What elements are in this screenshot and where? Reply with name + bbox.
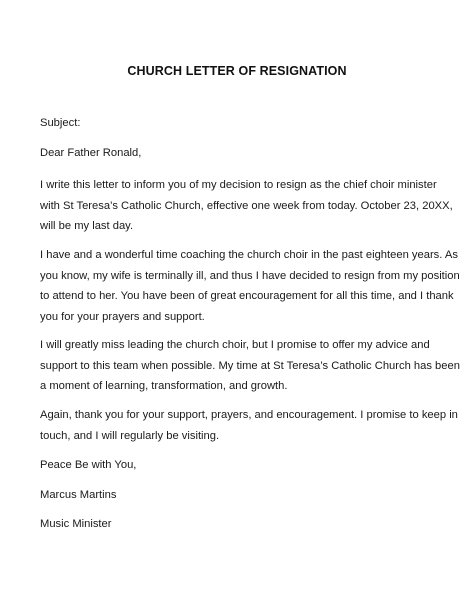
paragraph-line: a moment of learning, transformation, and growth. bbox=[40, 380, 288, 392]
paragraph-line: I write this letter to inform you of my decision to resign as the chief choir minister bbox=[40, 179, 437, 191]
subject-line: Subject: bbox=[40, 117, 81, 129]
paragraph-4 bbox=[40, 405, 460, 446]
paragraph-line: you know, my wife is terminally ill, and thus I have decided to resign from my position bbox=[40, 269, 460, 282]
paragraph-3 bbox=[40, 335, 460, 397]
paragraph-line: with St Teresa’s Catholic Church, effective one week from today. October 23, 20XX, bbox=[40, 199, 453, 212]
signature-name: Marcus Martins bbox=[40, 489, 117, 501]
paragraph-line: I will greatly miss leading the church choir, but I promise to offer my advice and bbox=[40, 339, 430, 351]
paragraph-line: Again, thank you for your support, prayers, and encouragement. I promise to keep in bbox=[40, 409, 458, 421]
paragraph-line: I have and a wonderful time coaching the church choir in the past eighteen years. As bbox=[40, 249, 458, 261]
paragraph-2 bbox=[40, 245, 460, 327]
paragraph-line: touch, and I will regularly be visiting. bbox=[40, 429, 220, 442]
signature-title: Music Minister bbox=[40, 518, 112, 530]
paragraph-1 bbox=[40, 175, 460, 237]
paragraph-line: you for your prayers and support. bbox=[40, 310, 205, 323]
closing: Peace Be with You, bbox=[40, 459, 137, 471]
paragraph-line: support to this team when possible. My time at St Teresa’s Catholic Church has been bbox=[40, 359, 460, 372]
paragraph-line: will be my last day. bbox=[40, 220, 134, 232]
letter-title: CHURCH LETTER OF RESIGNATION bbox=[127, 64, 347, 78]
salutation: Dear Father Ronald, bbox=[40, 147, 142, 159]
paragraph-line: to attend to her. You have been of great encouragement for all this time, and I thank bbox=[40, 290, 454, 302]
